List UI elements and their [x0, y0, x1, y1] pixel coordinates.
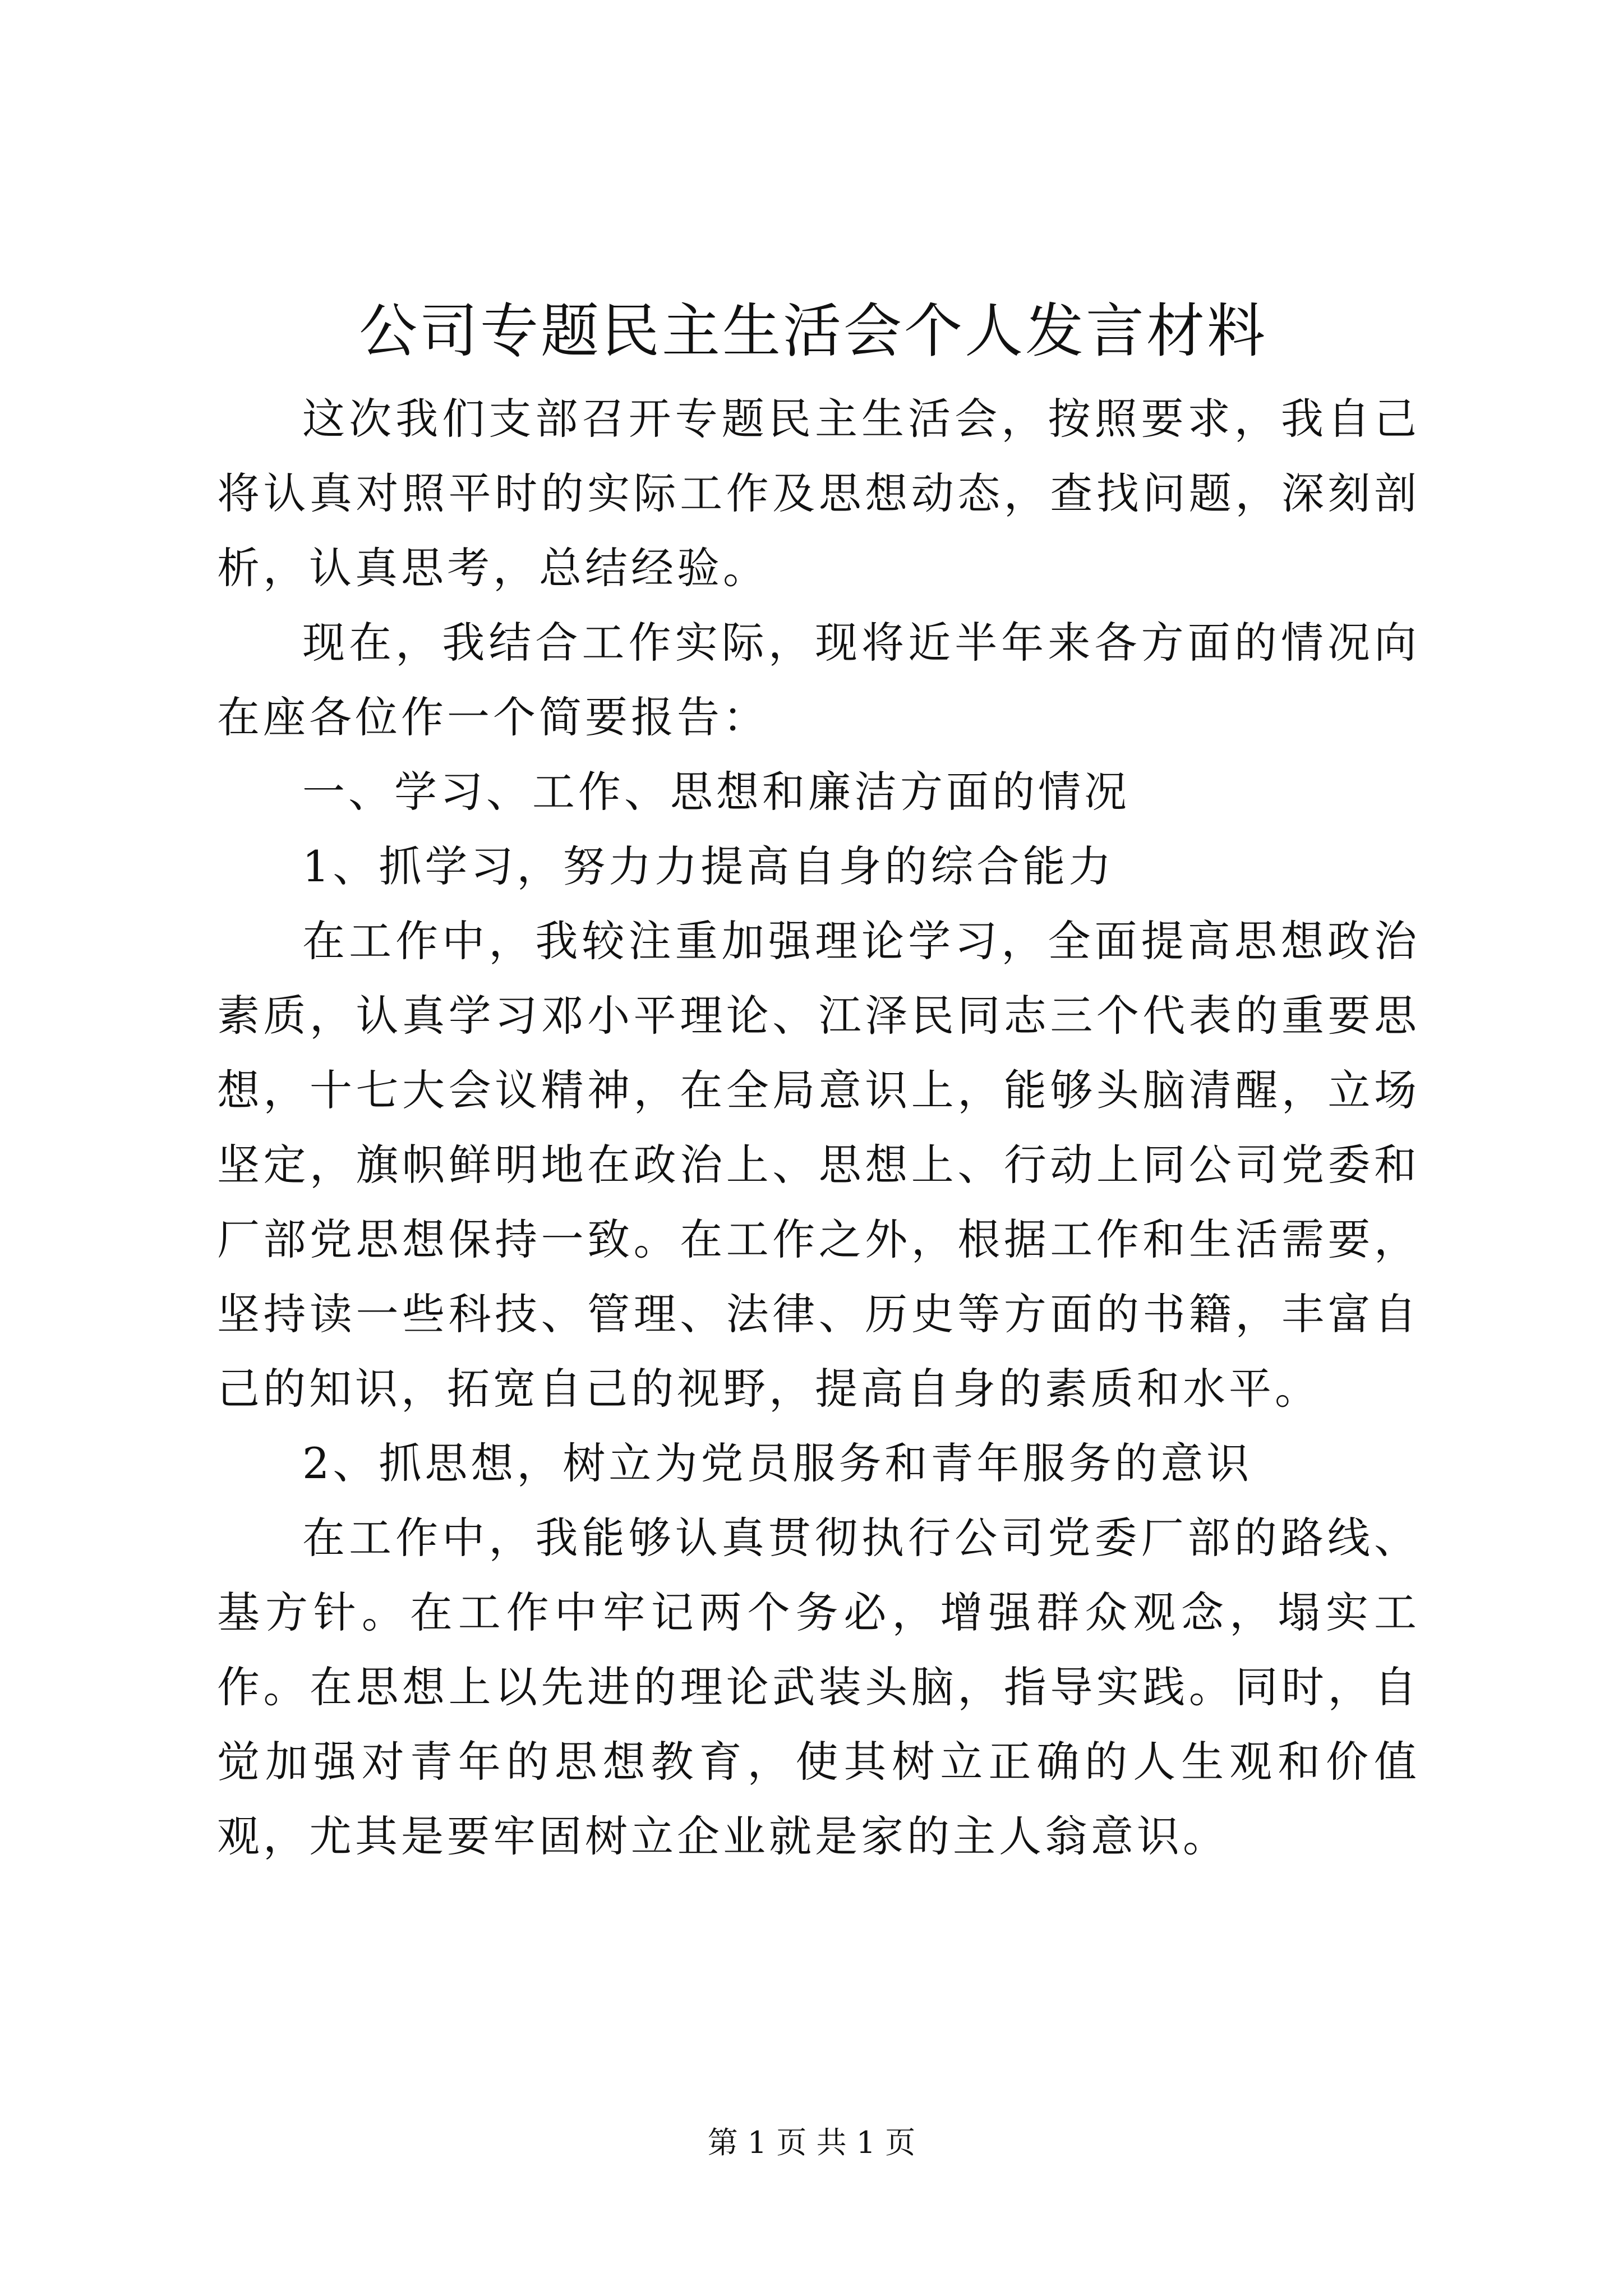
paragraph-thought: 在工作中，我能够认真贯彻执行公司党委厂部的路线、基方针。在工作中牢记两个务必，增强群众观念，塌实工作。在思想上以先进的理论武装头脑，指导实践。同时，自觉加强对青年的思想教育，使其树立正确的人生观和价值观，尤其是要牢固树立企业就是家的主人翁意识。 — [217, 1513, 1420, 1861]
section-heading-1: 一、学习、工作、思想和廉洁方面的情况 — [302, 767, 1130, 817]
document-body — [217, 381, 1420, 1874]
subsection-heading-thought: 2、抓思想，树立为党员服务和青年服务的意识 — [302, 1438, 1253, 1488]
paragraph-report-intro: 现在，我结合工作实际，现将近半年来各方面的情况向在座各位作一个简要报告： — [217, 618, 1420, 742]
paragraph-intro: 这次我们支部召开专题民主生活会，按照要求，我自己将认真对照平时的实际工作及思想动态，查找问题，深刻剖析，认真思考，总结经验。 — [217, 394, 1420, 593]
subsection-heading-study: 1、抓学习，努力力提高自身的综合能力 — [302, 841, 1115, 891]
page-footer: 第 1 页 共 1 页 — [707, 2125, 916, 2160]
document-title: 公司专题民主生活会个人发言材料 — [358, 297, 1267, 365]
paragraph-study: 在工作中，我较注重加强理论学习，全面提高思想政治素质，认真学习邓小平理论、江泽民同志三个代表的重要思想，十七大会议精神，在全局意识上，能够头脑清醒，立场坚定，旗帜鲜明地在政治上、思想上、行动上同公司党委和厂部党思想保持一致。在工作之外，根据工作和生活需要，坚持读一些科技、管理、法律、历史等方面的书籍，丰富自己的知识，拓宽自己的视野，提高自身的素质和水平。 — [217, 916, 1420, 1414]
